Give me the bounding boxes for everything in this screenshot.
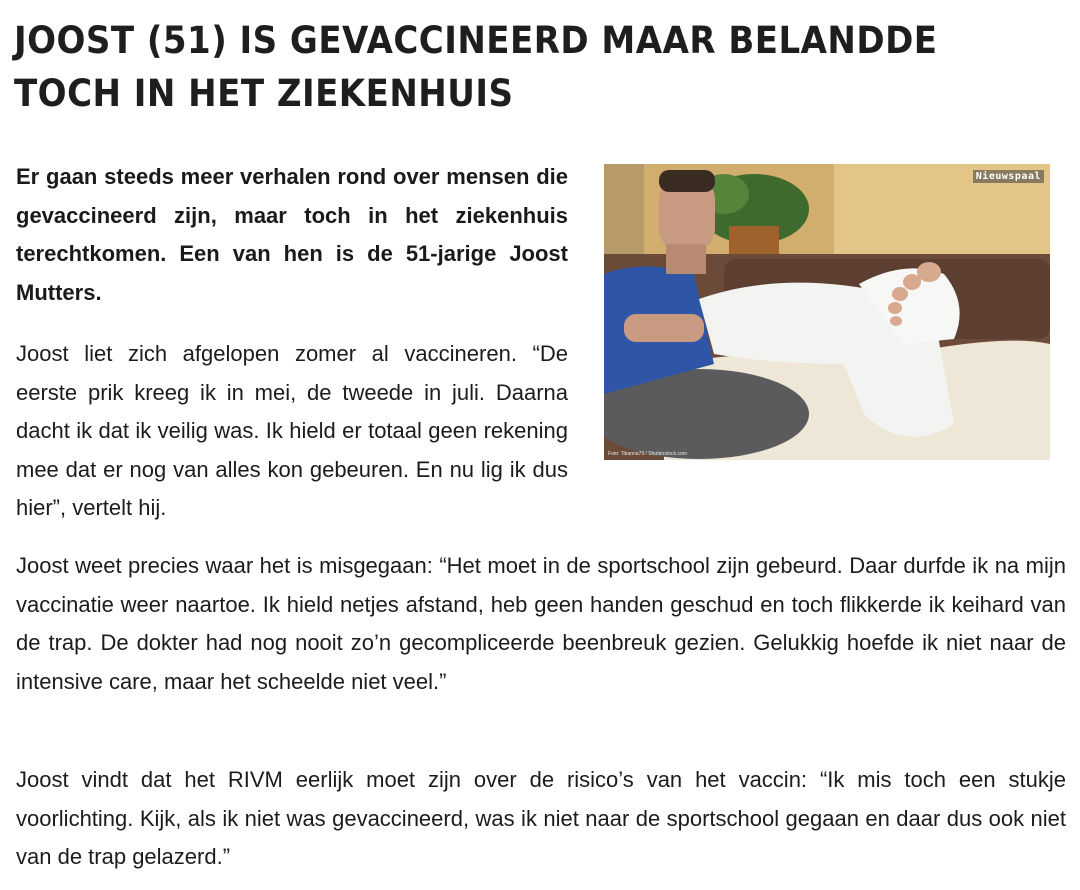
article-paragraph-1: Joost liet zich afgelopen zomer al vaccineren. “De eerste prik kreeg ik in mei, de tweede in juli. Daarna dacht ik dat ik veilig was. Ik hield er totaal geen rekening mee dat er nog van alles kon gebeuren. En nu lig ik dus hier”, vertelt hij.: [16, 341, 568, 520]
article-paragraph-3: Joost vindt dat het RIVM eerlijk moet zijn over de risico’s van het vaccin: “Ik mis toch een stukje voorlichting. Kijk, als ik niet was gevaccineerd, was ik niet naar de sportschool gegaan en daar dus ook niet van de trap gelazerd.”: [16, 767, 1066, 869]
article-headline: JOOST (51) IS GEVACCINEERD MAAR BELANDDE TOCH IN HET ZIEKENHUIS: [14, 19, 938, 115]
article-paragraph-2: Joost weet precies waar het is misgegaan: “Het moet in de sportschool zijn gebeurd. Daar durfde ik na mijn vaccinatie weer naartoe. Ik hield netjes afstand, heb geen handen geschud en toch flikkerde ik keihard van de trap. De dokter had nog nooit zo’n gecompliceerde beenbreuk gezien. Gelukkig hoefde ik niet naar de intensive care, maar het scheelde niet veel.”: [16, 553, 1066, 694]
article-photo: [604, 164, 1050, 460]
photo-illustration: [604, 164, 1050, 460]
photo-credit: Foto: Tibanna79 / Shutterstock.com: [608, 451, 687, 457]
article-intro: Er gaan steeds meer verhalen rond over mensen die gevaccineerd zijn, maar toch in het ziekenhuis terechtkomen. Een van hen is de 51-jarige Joost Mutters.: [16, 164, 568, 305]
photo-watermark: Nieuwspaal: [973, 170, 1044, 183]
